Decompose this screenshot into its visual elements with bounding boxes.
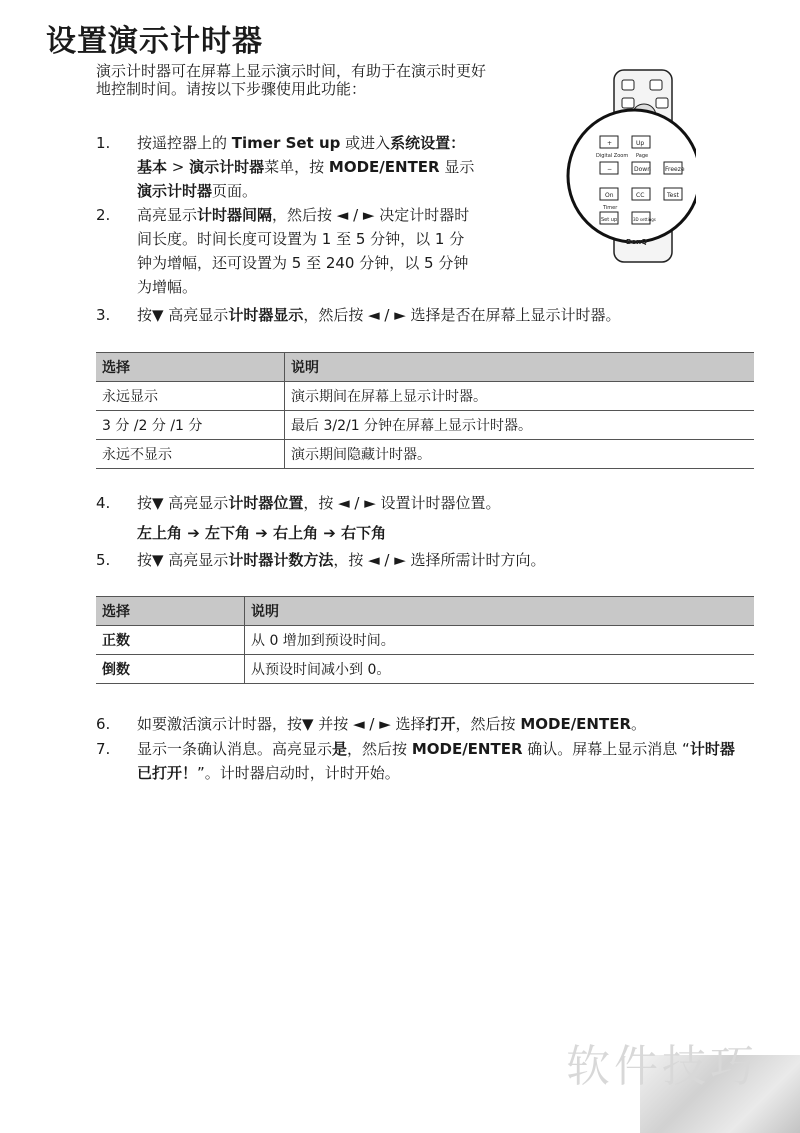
remote-button-timer-setup: Set up: [601, 217, 618, 223]
watermark-text: 软件技巧: [566, 1041, 758, 1092]
remote-button-minus: −: [607, 166, 613, 173]
remote-button-plus: +: [607, 140, 613, 147]
step-3-text: 按▼ 高亮显示计时器显示，然后按 ◄ / ► 选择是否在屏幕上显示计时器。: [137, 306, 621, 324]
table-row: 正数 从 0 增加到预设时间。: [96, 626, 754, 655]
remote-button-cc: CC: [636, 192, 645, 199]
remote-brand-logo: BenQ: [626, 238, 648, 246]
step-5-text: 按▼ 高亮显示计时器计数方法，按 ◄ / ► 选择所需计时方向。: [137, 551, 546, 569]
step-1-number: 1.: [96, 134, 111, 152]
timer-display-table: [96, 352, 754, 469]
step-4-number: 4.: [96, 494, 111, 512]
step-6-text: 如要激活演示计时器，按▼ 并按 ◄ / ► 选择打开，然后按 MODE/ENTER。: [137, 715, 647, 733]
count-method-table: [96, 596, 754, 684]
remote-button-up: Up: [636, 140, 645, 147]
step-4-text: 按▼ 高亮显示计时器位置，按 ◄ / ► 设置计时器位置。: [137, 494, 501, 512]
remote-button-on: On: [605, 192, 614, 199]
remote-button-test: Test: [667, 192, 679, 199]
table-row: 永远不显示 演示期间隐藏计时器。: [96, 440, 754, 469]
remote-button-freeze: Freeze: [665, 166, 685, 173]
step-7-text: 显示一条确认消息。高亮显示是，然后按 MODE/ENTER 确认。屏幕上显示消息 “计时器已打开！”。计时器启动时，计时开始。: [137, 740, 735, 782]
remote-label-page: Page: [636, 153, 649, 159]
remote-button-3d-settings: 3D settings: [633, 217, 656, 222]
table-header: 说明: [245, 597, 755, 626]
remote-label-timer: Timer: [603, 205, 618, 211]
table-header: 选择: [96, 597, 245, 626]
step-2-number: 2.: [96, 206, 111, 224]
page-title: 设置演示计时器: [46, 24, 263, 59]
step-5-number: 5.: [96, 551, 111, 569]
remote-control-illustration: [566, 66, 696, 266]
step-3-number: 3.: [96, 306, 111, 324]
timer-position-sequence: 左上角 ➔ 左下角 ➔ 右上角 ➔ 右下角: [137, 524, 387, 542]
table-row: 永远显示 演示期间在屏幕上显示计时器。: [96, 382, 754, 411]
step-1-text: 按遥控器上的 Timer Set up 或进入系统设置：基本 > 演示计时器菜单，按 MODE/ENTER 显示演示计时器页面。: [137, 134, 475, 200]
step-6-number: 6.: [96, 715, 111, 733]
table-row: 3 分 /2 分 /1 分 最后 3/2/1 分钟在屏幕上显示计时器。: [96, 411, 754, 440]
intro-paragraph: 演示计时器可在屏幕上显示演示时间，有助于在演示时更好地控制时间。请按以下步骤使用此功能：: [96, 62, 487, 98]
table-header: 说明: [285, 353, 755, 382]
step-7-number: 7.: [96, 740, 111, 758]
remote-label-digital-zoom: Digital Zoom: [596, 153, 629, 159]
table-header: 选择: [96, 353, 285, 382]
table-row: 倒数 从预设时间减小到 0。: [96, 655, 754, 684]
remote-button-down: Down: [634, 166, 652, 173]
step-2-text: 高亮显示计时器间隔，然后按 ◄ / ► 决定计时器时间长度。时间长度可设置为 1 至 5 分钟，以 1 分钟为增幅，还可设置为 5 至 240 分钟，以 5 分钟为增幅。: [137, 206, 470, 296]
